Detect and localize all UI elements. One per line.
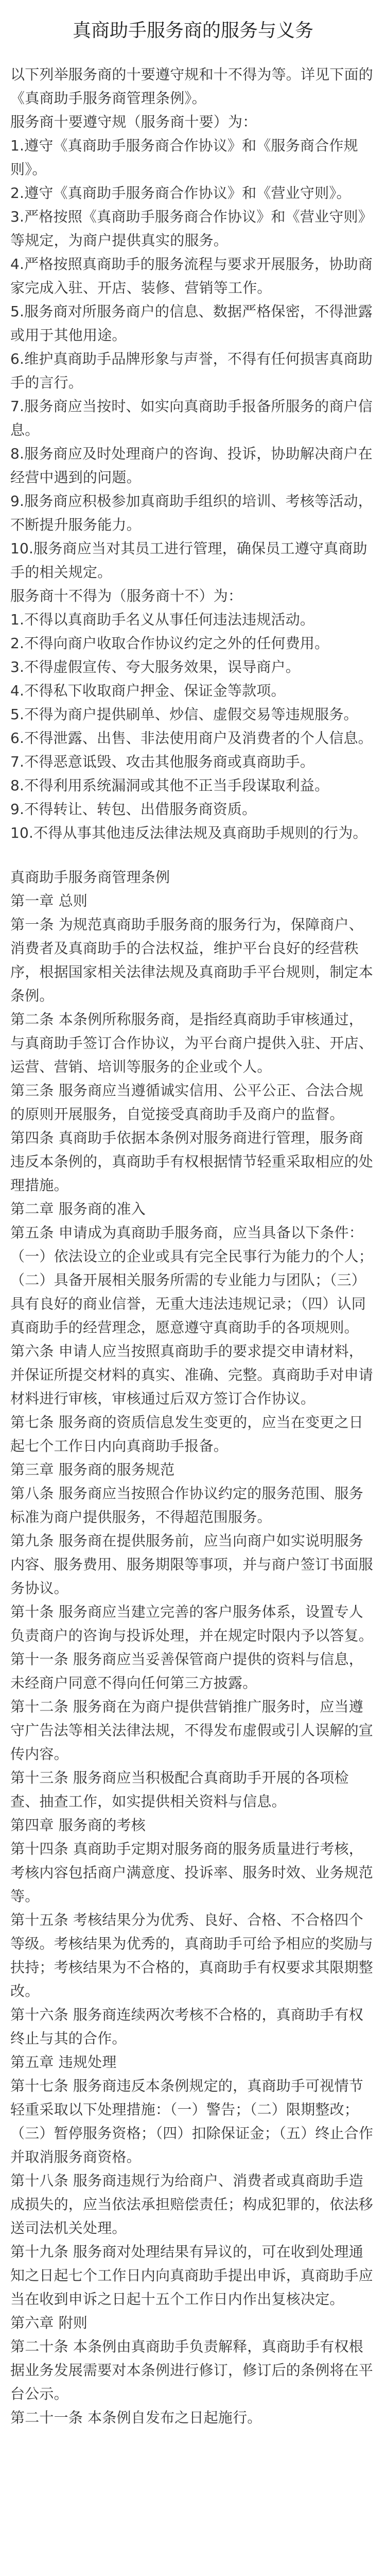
intro-paragraph: 10.不得从事其他违反法律法规及真商助手规则的行为。: [10, 824, 367, 841]
intro-paragraph: 2.不得向商户收取合作协议约定之外的任何费用。: [10, 635, 329, 652]
regulation-paragraph: 第四章 服务商的考核: [10, 1817, 146, 1834]
regulation-paragraph: 第十二条 服务商在为商户提供营销推广服务时，应当遵守广告法等相关法律法规，不得发布虚假或引人误解的宣传内容。: [10, 1698, 374, 1762]
regulation-paragraph: 第十四条 真商助手定期对服务商的服务质量进行考核，考核内容包括商户满意度、投诉率、服务时效、业务规范等。: [10, 1840, 374, 1905]
intro-paragraph: 8.不得利用系统漏洞或其他不正当手段谋取利益。: [10, 777, 329, 794]
intro-section: [10, 63, 376, 845]
intro-paragraph: 4.严格按照真商助手的服务流程与要求开展服务，协助商家完成入驻、开店、装修、营销等工作。: [10, 256, 373, 296]
regulation-paragraph: 第五条 申请成为真商助手服务商，应当具备以下条件：（一）依法设立的企业或具有完全民事行为能力的个人；（二）具备开展相关服务所需的专业能力与团队；（三）具有良好的商业信誉，无重大违法违规记录；（四）认同真商助手的经营理念，愿意遵守真商助手的各项规则。: [10, 1224, 374, 1336]
page-title: 真商助手服务商的服务与义务: [72, 20, 313, 41]
intro-paragraph: 1.不得以真商助手名义从事任何违法违规活动。: [10, 611, 315, 628]
intro-paragraph: 服务商十要遵守规（服务商十要）为：: [10, 113, 257, 130]
regulation-paragraph: 第十五条 考核结果分为优秀、良好、合格、不合格四个等级。考核结果为优秀的，真商助手可给予相应的奖励与扶持；考核结果为不合格的，真商助手有权要求其限期整改。: [10, 1911, 374, 1999]
regulation-paragraph: 第四条 真商助手依据本条例对服务商进行管理，服务商违反本条例的，真商助手有权根据情节轻重采取相应的处理措施。: [10, 1129, 374, 1194]
regulation-paragraph: 第一条 为规范真商助手服务商的服务行为，保障商户、消费者及真商助手的合法权益，维护平台良好的经营秩序，根据国家相关法律法规及真商助手平台规则，制定本条例。: [10, 916, 374, 1004]
regulation-paragraph: 第二十条 本条例由真商助手负责解释，真商助手有权根据业务发展需要对本条例进行修订，修订后的条例将在平台公示。: [10, 2338, 374, 2402]
regulation-paragraph: 第八条 服务商应当按照合作协议约定的服务范围、服务标准为商户提供服务，不得超范围服务。: [10, 1485, 363, 1526]
regulation-paragraph: 真商助手服务商管理条例: [10, 869, 170, 886]
intro-paragraph: 7.不得恶意诋毁、攻击其他服务商或真商助手。: [10, 753, 315, 770]
intro-paragraph: 3.严格按照《真商助手服务商合作协议》和《营业守则》等规定，为商户提供真实的服务。: [10, 208, 373, 249]
regulation-paragraph: 第七条 服务商的资质信息发生变更的，应当在变更之日起七个工作日内向真商助手报备。: [10, 1414, 363, 1454]
regulation-paragraph: 第五章 违规处理: [10, 2054, 117, 2071]
intro-paragraph: 6.不得泄露、出售、非法使用商户及消费者的个人信息。: [10, 730, 373, 747]
regulation-paragraph: 第一章 总则: [10, 892, 88, 909]
intro-paragraph: 4.不得私下收取商户押金、保证金等款项。: [10, 682, 286, 699]
regulation-section: [10, 866, 376, 2430]
intro-paragraph: 5.不得为商户提供刷单、炒信、虚假交易等违规服务。: [10, 706, 358, 723]
intro-paragraph: 9.不得转让、转包、出借服务商资质。: [10, 801, 257, 818]
regulation-paragraph: 第二条 本条例所称服务商，是指经真商助手审核通过，与真商助手签订合作协议，为平台商户提供入驻、开店、运营、营销、培训等服务的企业或个人。: [10, 1011, 374, 1075]
intro-paragraph: 8.服务商应及时处理商户的咨询、投诉，协助解决商户在经营中遇到的问题。: [10, 445, 373, 486]
intro-paragraph: 7.服务商应当按时、如实向真商助手报备所服务的商户信息。: [10, 398, 373, 438]
intro-paragraph: 服务商十不得为（服务商十不）为：: [10, 587, 243, 604]
regulation-paragraph: 第十三条 服务商应当积极配合真商助手开展的各项检查、抽查工作，如实提供相关资料与信息。: [10, 1769, 349, 1810]
regulation-paragraph: 第十八条 服务商违规行为给商户、消费者或真商助手造成损失的，应当依法承担赔偿责任；构成犯罪的，依法移送司法机关处理。: [10, 2172, 374, 2236]
intro-paragraph: 9.服务商应积极参加真商助手组织的培训、考核等活动，不断提升服务能力。: [10, 493, 373, 533]
regulation-paragraph: 第二十一条 本条例自发布之日起施行。: [10, 2409, 262, 2426]
intro-paragraph: 10.服务商应当对其员工进行管理，确保员工遵守真商助手的相关规定。: [10, 540, 367, 581]
regulation-paragraph: 第十一条 服务商应当妥善保管商户提供的资料与信息，未经商户同意不得向任何第三方披露。: [10, 1651, 363, 1691]
regulation-paragraph: 第十七条 服务商违反本条例规定的，真商助手可视情节轻重采取以下处理措施：（一）警告；（二）限期整改；（三）暂停服务资格；（四）扣除保证金；（五）终止合作并取消服务商资格。: [10, 2077, 374, 2165]
regulation-paragraph: 第六章 附则: [10, 2314, 88, 2331]
intro-paragraph: 5.服务商对所服务商户的信息、数据严格保密，不得泄露或用于其他用途。: [10, 303, 373, 344]
intro-paragraph: 以下列举服务商的十要遵守规和十不得为等。详见下面的《真商助手服务商管理条例》。: [10, 66, 374, 107]
intro-paragraph: 6.维护真商助手品牌形象与声誉，不得有任何损害真商助手的言行。: [10, 350, 373, 391]
regulation-paragraph: 第十六条 服务商连续两次考核不合格的，真商助手有权终止与其的合作。: [10, 2006, 363, 2047]
regulation-paragraph: 第十条 服务商应当建立完善的客户服务体系，设置专人负责商户的咨询与投诉处理，并在规定时限内予以答复。: [10, 1603, 374, 1644]
regulation-paragraph: 第六条 申请人应当按照真商助手的要求提交申请材料，并保证所提交材料的真实、准确、完整。真商助手对申请材料进行审核，审核通过后双方签订合作协议。: [10, 1343, 374, 1407]
regulation-paragraph: 第九条 服务商在提供服务前，应当向商户如实说明服务内容、服务费用、服务期限等事项，并与商户签订书面服务协议。: [10, 1532, 374, 1597]
intro-paragraph: 2.遵守《真商助手服务商合作协议》和《营业守则》。: [10, 184, 351, 201]
regulation-paragraph: 第二章 服务商的准入: [10, 1200, 146, 1217]
regulation-paragraph: 第十九条 服务商对处理结果有异议的，可在收到处理通知之日起七个工作日内向真商助手提出申诉，真商助手应当在收到申诉之日起十五个工作日内作出复核决定。: [10, 2243, 374, 2308]
regulation-paragraph: 第三章 服务商的服务规范: [10, 1461, 175, 1478]
intro-paragraph: 3.不得虚假宣传、夸大服务效果，误导商户。: [10, 658, 300, 675]
intro-paragraph: 1.遵守《真商助手服务商合作协议》和《服务商合作规则》。: [10, 137, 358, 178]
regulation-paragraph: 第三条 服务商应当遵循诚实信用、公平公正、合法合规的原则开展服务，自觉接受真商助手及商户的监督。: [10, 1082, 363, 1123]
